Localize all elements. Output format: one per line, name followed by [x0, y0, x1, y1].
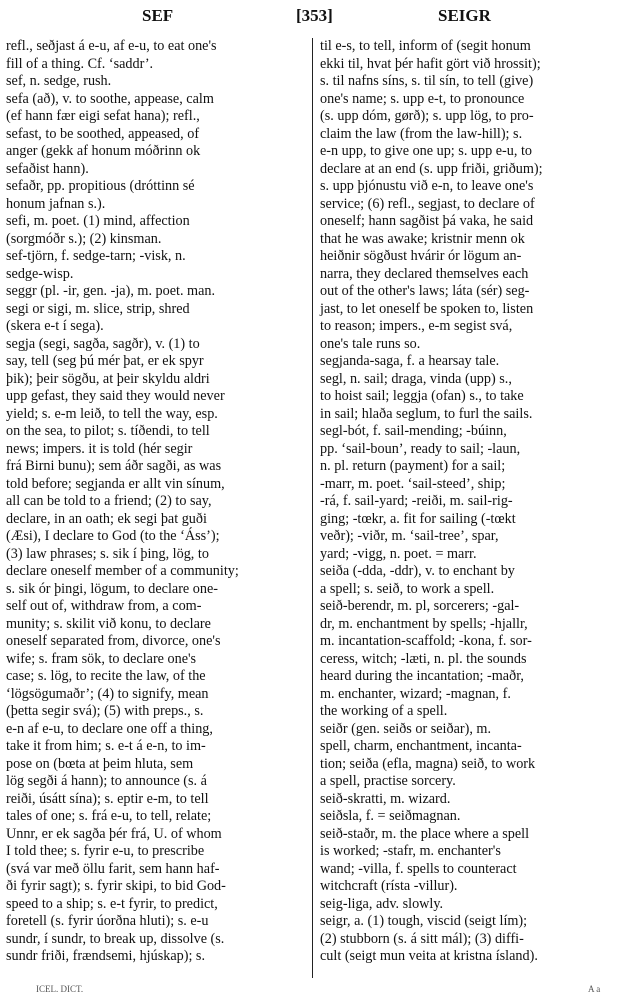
signature-mark: ICEL. DICT. — [36, 984, 84, 994]
page-footer — [0, 983, 625, 997]
entry-line: one's name; s. upp e-t, to pronounce — [320, 90, 525, 107]
entry-line: I told thee; s. fyrir e-u, to prescribe — [6, 843, 205, 859]
entry-line: yield; s. e-m leið, to tell the way, esp. — [6, 405, 218, 422]
entry-line: ‘lögsögumaðr’; (4) to signify, mean — [6, 685, 209, 702]
entry-line: tales of one; s. frá e-u, to tell, relate; — [6, 808, 212, 824]
column-divider — [312, 38, 313, 978]
entry-line: segi or sigi, m. slice, strip, shred — [6, 300, 190, 317]
entry-line: take it from him; s. e-t á e-n, to im- — [6, 738, 206, 754]
entry-line: sef, n. sedge, rush. — [6, 73, 112, 89]
gathering-mark: A a — [588, 984, 601, 994]
entry-line: one's tale runs so. — [320, 335, 421, 352]
entry-line: s. til nafns síns, s. til sín, to tell (give) — [320, 73, 534, 89]
entry-line: (skera e-t í sega). — [6, 318, 104, 334]
entry-line: told before; segjanda er allt vin sínum, — [6, 475, 225, 492]
entry-line: dr, m. enchantment by spells; -hjallr, — [320, 615, 528, 632]
entry-line: self out of, withdraw from, a com- — [6, 598, 202, 614]
entry-line: seið-skratti, m. wizard. — [320, 790, 451, 807]
entry-line: service; (6) refl., segjast, to declare of — [320, 195, 535, 212]
entry-line: refl., seðjast á e-u, af e-u, to eat one's — [6, 38, 217, 54]
entry-line: foretell (s. fyrir úorðna hluti); s. e-u — [6, 913, 209, 929]
entry-line: in sail; hlaða seglum, to furl the sails. — [320, 405, 533, 422]
entry-line: sedge-wisp. — [6, 265, 74, 282]
entry-line: s. sik ór þingi, lögum, to declare one- — [6, 580, 218, 597]
entry-line: seiðsla, f. = seiðmagnan. — [320, 808, 461, 824]
entry-line: -rá, f. sail-yard; -reiði, m. sail-rig- — [320, 493, 513, 509]
entry-line: speed to a ship; s. e-t fyrir, to predict, — [6, 895, 218, 912]
entry-line: sefi, m. poet. (1) mind, affection — [6, 213, 190, 229]
entry-line: seigr, a. (1) tough, viscid (seigt lím); — [320, 913, 528, 929]
entry-line: (sorgmóðr s.); (2) kinsman. — [6, 230, 162, 247]
entry-line: veðr); -viðr, m. ‘sail-tree’, spar, — [320, 528, 499, 544]
left-column — [6, 38, 308, 966]
entry-line: ging; -tœkr, a. fit for sailing (-tœkt — [320, 510, 516, 527]
entry-line: þik); þeir sögðu, at þeir skyldu aldri — [6, 370, 210, 387]
entry-line: claim the law (from the law-hill); s. — [320, 125, 523, 142]
entry-line: wand; -villa, f. spells to counteract — [320, 860, 517, 877]
entry-line: narra, they declared themselves each — [320, 265, 529, 282]
entry-line: lög segði á hann); to announce (s. á — [6, 773, 207, 789]
entry-line: pose on (bœta at þeim hluta, sem — [6, 755, 194, 772]
entry-line: all can be told to a friend; (2) to say, — [6, 493, 212, 509]
entry-line: seiðr (gen. seiðs or seiðar), m. — [320, 720, 491, 737]
entry-line: to reason; impers., e-m segist svá, — [320, 318, 513, 334]
entry-line: to hoist sail; leggja (ofan) s., to take — [320, 388, 524, 404]
entry-line: -marr, m. poet. ‘sail-steed’, ship; — [320, 475, 506, 492]
entry-line: sef-tjörn, f. sedge-tarn; -visk, n. — [6, 248, 186, 264]
entry-line: declare oneself member of a community; — [6, 563, 239, 579]
entry-line: sundr friði, frændsemi, hjúskap); s. — [6, 948, 205, 964]
entry-line: sefast, to be soothed, appeased, of — [6, 125, 200, 142]
entry-line: e-n af e-u, to declare one off a thing, — [6, 720, 213, 737]
entry-line: seiða (-dda, -ddr), v. to enchant by — [320, 563, 515, 579]
entry-line: reiði, úsátt sína); s. eptir e-m, to tell — [6, 790, 209, 807]
entry-line: (svá var með öllu farit, sem hann haf- — [6, 860, 220, 877]
entry-line: segja (segi, sagða, sagðr), v. (1) to — [6, 335, 200, 352]
entry-line: n. pl. return (payment) for a sail; — [320, 458, 506, 474]
entry-line: spell, charm, enchantment, incanta- — [320, 738, 522, 754]
entry-line: sefaðr, pp. propitious (dróttinn sé — [6, 178, 195, 194]
entry-line: s. upp þjónustu við e-n, to leave one's — [320, 178, 534, 194]
entry-line: (þetta segir svá); (5) with preps., s. — [6, 703, 204, 719]
header-first-word: SEF — [142, 6, 174, 25]
entry-line: pp. ‘sail-boun’, ready to sail; -laun, — [320, 440, 521, 457]
entry-line: witchcraft (rísta -villur). — [320, 878, 458, 894]
entry-line: out of the other's laws; láta (sér) seg- — [320, 283, 530, 299]
entry-line: Unnr, er ek sagða þér frá, U. of whom — [6, 825, 222, 842]
entry-line: is worked; -stafr, m. enchanter's — [320, 843, 501, 859]
entry-line: upp gefast, they said they would never — [6, 388, 225, 404]
page-number: [353] — [296, 6, 333, 25]
header-last-word: SEIGR — [438, 6, 491, 25]
entry-line: news; impers. it is told (hér segir — [6, 440, 193, 457]
entry-line: tion; seiða (efla, magna) seið, to work — [320, 755, 536, 772]
entry-line: segl, n. sail; draga, vinda (upp) s., — [320, 370, 512, 387]
entry-line: sundr, í sundr, to break up, dissolve (s. — [6, 930, 225, 947]
entry-line: jast, to let oneself be spoken to, listen — [320, 300, 534, 317]
entry-line: sefa (að), v. to soothe, appease, calm — [6, 90, 214, 107]
entry-line: oneself; hann sagðist þá vaka, he said — [320, 213, 534, 229]
entry-line: on the sea, to pilot; s. tíðendi, to tell — [6, 423, 210, 439]
entry-line: a spell, practise sorcery. — [320, 773, 456, 789]
entry-line: ði fyrir sagt); s. fyrir skipi, to bid God- — [6, 878, 226, 894]
entry-line: fill of a thing. Cf. ‘saddr’. — [6, 55, 154, 72]
entry-line: honum jafnan s.). — [6, 195, 106, 212]
page-header — [0, 4, 625, 30]
entry-line: e-n upp, to give one up; s. upp e-u, to — [320, 143, 532, 159]
entry-line: segl-bót, f. sail-mending; -búinn, — [320, 423, 507, 439]
entry-line: seig-liga, adv. slowly. — [320, 895, 444, 912]
right-column — [320, 38, 622, 966]
entry-line: anger (gekk af honum móðrinn ok — [6, 143, 201, 159]
entry-line: that he was awake; kristnir menn ok — [320, 230, 525, 247]
entry-line: m. enchanter, wizard; -magnan, f. — [320, 685, 511, 702]
entry-line: case; s. lög, to recite the law, of the — [6, 668, 206, 684]
entry-line: declare at an end (s. upp friði, griðum); — [320, 160, 543, 177]
entry-line: sefaðist hann). — [6, 160, 89, 177]
entry-line: segjanda-saga, f. a hearsay tale. — [320, 353, 500, 369]
entry-line: seið-berendr, m. pl, sorcerers; -gal- — [320, 598, 520, 614]
entry-line: m. incantation-scaffold; -kona, f. sor- — [320, 633, 532, 649]
entry-line: declare, in an oath; ek segi þat guði — [6, 510, 207, 527]
entry-line: ceress, witch; -læti, n. pl. the sounds — [320, 650, 527, 667]
entry-line: the working of a spell. — [320, 703, 448, 719]
entry-line: seið-staðr, m. the place where a spell — [320, 825, 530, 842]
entry-line: cult (seigt mun veita at kristna ísland). — [320, 948, 538, 964]
entry-line: wife; s. fram sök, to declare one's — [6, 650, 197, 667]
entry-line: munity; s. skilit við konu, to declare — [6, 615, 211, 632]
entry-line: (s. upp dóm, gørð); s. upp lög, to pro- — [320, 108, 534, 124]
entry-line: ekki til, hvat þér hafit gört við hrossit); — [320, 55, 541, 72]
entry-line: say, tell (seg þú mér þat, er ek spyr — [6, 353, 204, 369]
entry-line: yard; -vigg, n. poet. = marr. — [320, 545, 477, 562]
entry-line: heiðnir sögðust hvárir ór lögum an- — [320, 248, 522, 264]
entry-line: (Æsi), I declare to God (to the ‘Áss’); — [6, 528, 220, 544]
entry-line: til e-s, to tell, inform of (segit honum — [320, 38, 531, 54]
entry-line: frá Birni bunu); sem áðr sagði, as was — [6, 458, 222, 474]
entry-line: heard during the incantation; -maðr, — [320, 668, 524, 684]
entry-line: (2) stubborn (s. á sitt mál); (3) diffi- — [320, 930, 524, 947]
entry-line: a spell; s. seið, to work a spell. — [320, 580, 495, 597]
entry-line: oneself separated from, divorce, one's — [6, 633, 221, 649]
entry-line: seggr (pl. -ir, gen. -ja), m. poet. man. — [6, 283, 216, 299]
entry-line: (3) law phrases; s. sik í þing, lög, to — [6, 545, 209, 562]
entry-line: (ef hann fær eigi sefat hana); refl., — [6, 108, 200, 124]
